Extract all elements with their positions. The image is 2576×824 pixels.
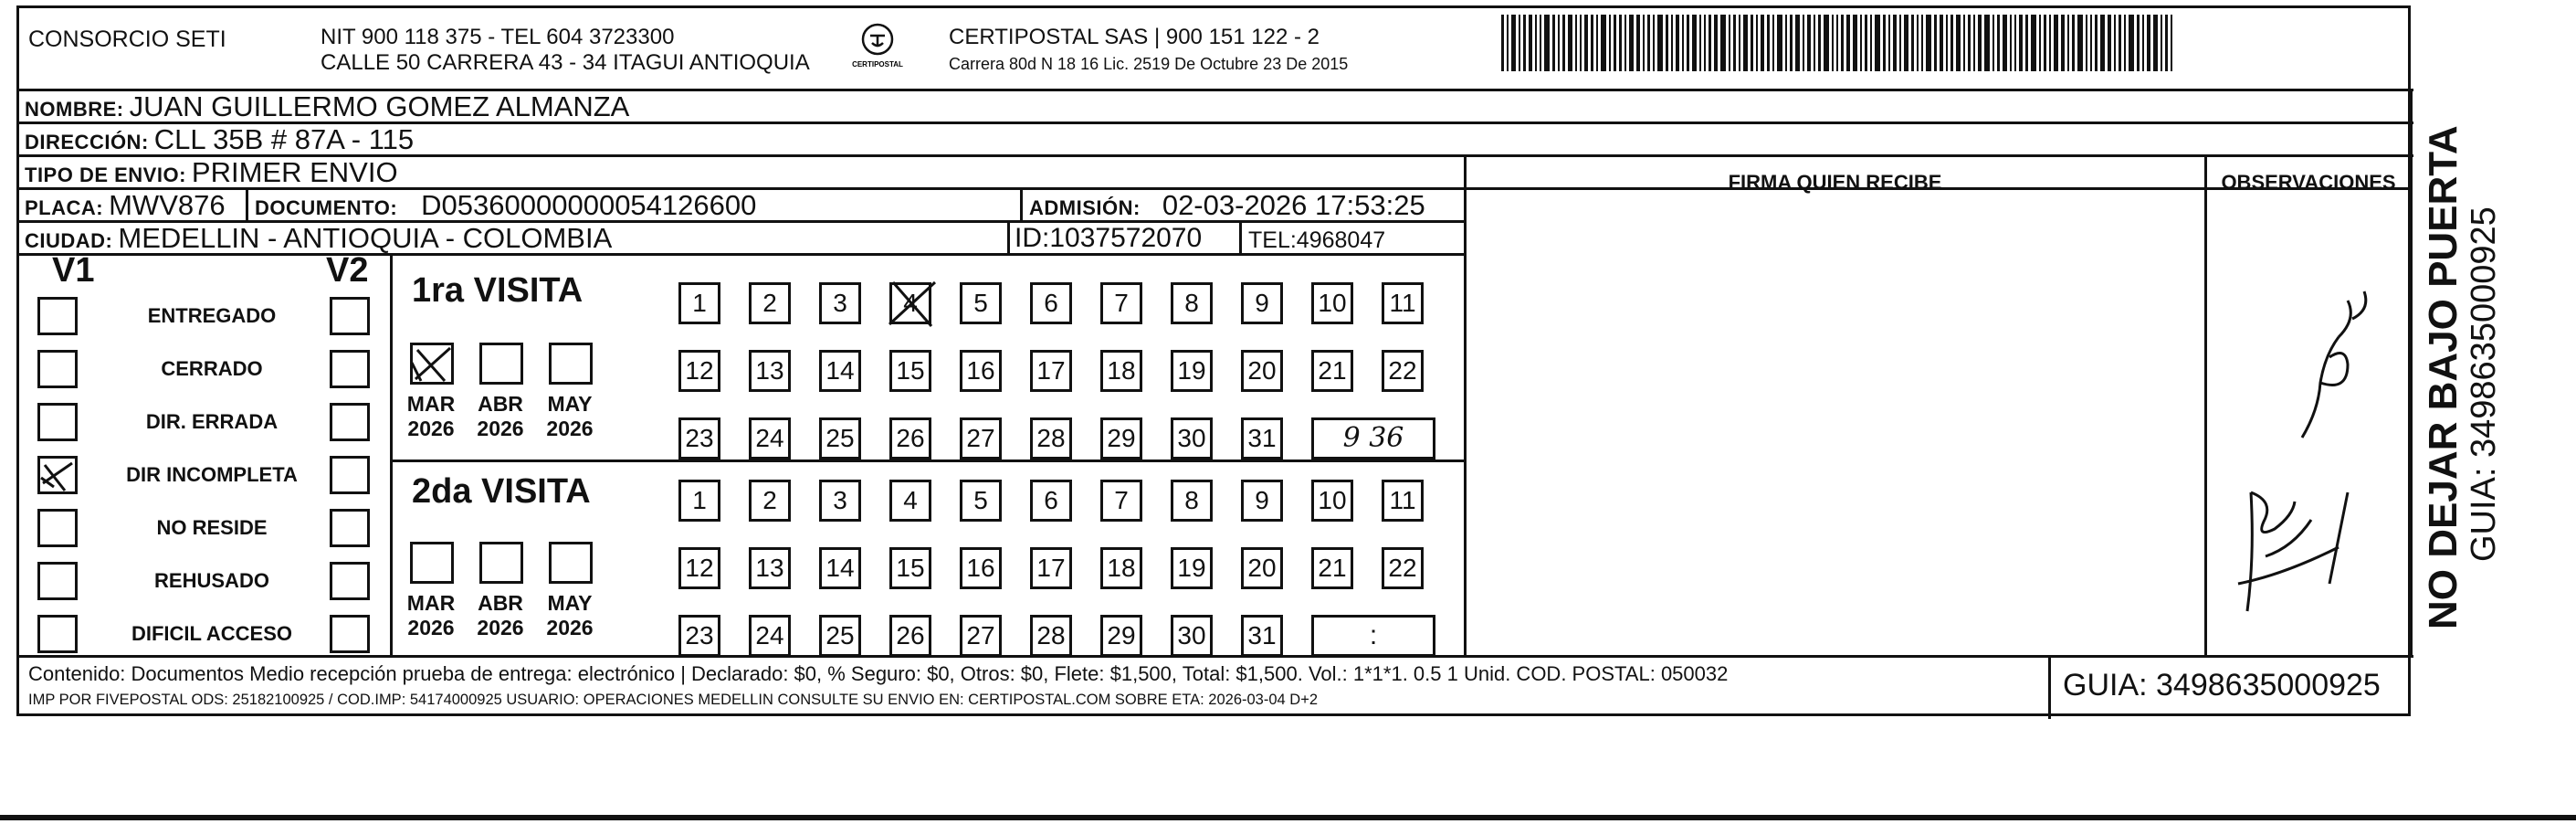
footer-imp: IMP POR FIVEPOSTAL ODS: 25182100925 / COD.IMP: 54174000925 USUARIO: OPERACIONES MEDELLIN CONSULTE SU ENVIO EN: CERTIPOSTAL.COM SOBRE ETA: 2026-03-04 D+2 bbox=[28, 692, 1319, 708]
month-label bbox=[399, 591, 463, 640]
status-label: DIR. ERRADA bbox=[145, 410, 279, 433]
ciudad-value: MEDELLIN - ANTIOQUIA - COLOMBIA bbox=[118, 222, 613, 254]
day-checkbox[interactable]: 30 bbox=[1171, 615, 1213, 657]
nombre-label: NOMBRE: bbox=[25, 98, 124, 121]
footer-guia: GUIA: 3498635000925 bbox=[2063, 668, 2381, 703]
sender-address: CALLE 50 CARRERA 43 - 34 ITAGUI ANTIOQUIA bbox=[321, 50, 810, 75]
day-checkbox[interactable]: 23 bbox=[678, 615, 720, 657]
v2-header: V2 bbox=[326, 251, 369, 290]
observaciones-header: OBSERVACIONES bbox=[2221, 171, 2396, 194]
direccion-value: CLL 35B # 87A - 115 bbox=[153, 123, 415, 155]
day-checkbox[interactable]: 25 bbox=[819, 615, 861, 657]
day-checkbox[interactable]: 30 bbox=[1171, 417, 1213, 460]
month-label bbox=[468, 392, 532, 441]
logo-text: CERTIPOSTAL bbox=[852, 60, 903, 69]
day-checkbox[interactable]: 21 bbox=[1311, 547, 1353, 589]
admision-field bbox=[1029, 189, 1425, 225]
v1-checkbox[interactable] bbox=[37, 615, 78, 653]
day-checkbox[interactable]: 12 bbox=[678, 547, 720, 589]
day-checkbox[interactable]: 11 bbox=[1382, 282, 1424, 324]
day-checkbox[interactable]: 24 bbox=[749, 417, 791, 460]
day-checkbox[interactable]: 12 bbox=[678, 350, 720, 392]
placa-label: PLACA: bbox=[25, 196, 104, 219]
month-year: 2026 bbox=[407, 417, 455, 440]
month-year: 2026 bbox=[477, 417, 524, 440]
tel-field: TEL:4968047 bbox=[1248, 227, 1386, 253]
day-checkbox[interactable]: 22 bbox=[1382, 350, 1424, 392]
day-checkbox[interactable]: 9 bbox=[1241, 282, 1283, 324]
day-checkbox[interactable]: 17 bbox=[1030, 547, 1072, 589]
ciudad-label: CIUDAD: bbox=[25, 229, 113, 252]
v1-checkbox[interactable] bbox=[37, 562, 78, 600]
day-checkbox[interactable]: 3 bbox=[819, 282, 861, 324]
status-label: ENTREGADO bbox=[147, 304, 277, 327]
day-checkbox[interactable]: 23 bbox=[678, 417, 720, 460]
tipo-field bbox=[25, 156, 398, 192]
month-checkbox[interactable] bbox=[410, 542, 454, 584]
day-checkbox[interactable]: 16 bbox=[960, 547, 1002, 589]
month-name: ABR bbox=[478, 591, 523, 615]
placa-field bbox=[25, 189, 226, 225]
day-checkbox[interactable]: 2 bbox=[749, 282, 791, 324]
day-checkbox[interactable]: 27 bbox=[960, 615, 1002, 657]
day-checkbox[interactable]: 29 bbox=[1100, 615, 1142, 657]
day-checkbox[interactable]: 15 bbox=[889, 547, 931, 589]
sender-name: CONSORCIO SETI bbox=[28, 26, 226, 52]
nombre-value: JUAN GUILLERMO GOMEZ ALMANZA bbox=[129, 90, 630, 122]
visit2-title: 2da VISITA bbox=[412, 472, 591, 511]
side-no-dejar: NO DEJAR BAJO PUERTA bbox=[2421, 125, 2466, 629]
v1-checkbox[interactable] bbox=[37, 350, 78, 388]
day-checkbox[interactable]: 25 bbox=[819, 417, 861, 460]
visit-time-field[interactable]: 9 36 bbox=[1311, 417, 1435, 460]
day-checkbox[interactable]: 1 bbox=[678, 282, 720, 324]
day-checkbox[interactable]: 18 bbox=[1100, 350, 1142, 392]
day-checkbox[interactable]: 5 bbox=[960, 480, 1002, 522]
tipo-label: TIPO DE ENVIO: bbox=[25, 164, 186, 186]
direccion-label: DIRECCIÓN: bbox=[25, 131, 149, 153]
month-checkbox[interactable] bbox=[549, 542, 593, 584]
day-checkbox[interactable]: 5 bbox=[960, 282, 1002, 324]
nombre-field bbox=[25, 90, 629, 126]
status-label: CERRADO bbox=[161, 357, 263, 380]
handwritten-signature bbox=[2211, 282, 2393, 629]
day-checkbox[interactable]: 9 bbox=[1241, 480, 1283, 522]
v1-checkbox[interactable] bbox=[37, 456, 78, 494]
day-checkbox[interactable]: 2 bbox=[749, 480, 791, 522]
delivery-form bbox=[16, 5, 2503, 716]
v1-checkbox[interactable] bbox=[37, 403, 78, 441]
status-label: NO RESIDE bbox=[156, 516, 268, 539]
status-label: DIR INCOMPLETA bbox=[126, 463, 298, 486]
day-checkbox[interactable]: 28 bbox=[1030, 615, 1072, 657]
id-field: ID:1037572070 bbox=[1015, 223, 1203, 253]
day-checkbox[interactable]: 13 bbox=[749, 350, 791, 392]
day-checkbox[interactable]: 8 bbox=[1171, 480, 1213, 522]
month-name: MAY bbox=[547, 392, 593, 416]
day-checkbox[interactable]: 20 bbox=[1241, 350, 1283, 392]
day-checkbox[interactable]: 19 bbox=[1171, 350, 1213, 392]
ciudad-field bbox=[25, 222, 612, 258]
day-checkbox[interactable]: 4 bbox=[889, 282, 931, 324]
v1-checkbox[interactable] bbox=[37, 509, 78, 547]
day-checkbox[interactable]: 13 bbox=[749, 547, 791, 589]
month-label bbox=[468, 591, 532, 640]
day-checkbox[interactable]: 22 bbox=[1382, 547, 1424, 589]
v1-header: V1 bbox=[52, 251, 95, 290]
day-checkbox[interactable]: 10 bbox=[1311, 480, 1353, 522]
day-checkbox[interactable]: 31 bbox=[1241, 615, 1283, 657]
day-checkbox[interactable]: 26 bbox=[889, 417, 931, 460]
day-checkbox[interactable]: 29 bbox=[1100, 417, 1142, 460]
day-checkbox[interactable]: 6 bbox=[1030, 480, 1072, 522]
day-checkbox[interactable]: 19 bbox=[1171, 547, 1213, 589]
admision-label: ADMISIÓN: bbox=[1029, 196, 1141, 219]
month-name: ABR bbox=[478, 392, 523, 416]
visit-time-field[interactable]: : bbox=[1311, 615, 1435, 657]
month-label bbox=[538, 591, 602, 640]
month-checkbox[interactable] bbox=[479, 343, 523, 385]
v2-checkbox[interactable] bbox=[330, 615, 370, 653]
day-checkbox[interactable]: 8 bbox=[1171, 282, 1213, 324]
day-checkmark-icon bbox=[886, 277, 939, 334]
month-checkbox[interactable] bbox=[549, 343, 593, 385]
firma-header: FIRMA QUIEN RECIBE bbox=[1728, 171, 1942, 194]
day-checkbox[interactable]: 14 bbox=[819, 547, 861, 589]
month-year: 2026 bbox=[477, 616, 524, 639]
day-checkbox[interactable]: 18 bbox=[1100, 547, 1142, 589]
status-label: DIFICIL ACCESO bbox=[131, 622, 292, 645]
month-name: MAY bbox=[547, 591, 593, 615]
day-checkbox[interactable]: 26 bbox=[889, 615, 931, 657]
day-checkbox[interactable]: 20 bbox=[1241, 547, 1283, 589]
company-line: CERTIPOSTAL SAS | 900 151 122 - 2 bbox=[949, 25, 1320, 49]
month-checkbox[interactable] bbox=[410, 343, 454, 385]
month-name: MAR bbox=[406, 392, 456, 416]
day-checkbox[interactable]: 11 bbox=[1382, 480, 1424, 522]
tipo-value: PRIMER ENVIO bbox=[191, 156, 398, 188]
direccion-field bbox=[25, 123, 414, 159]
page-bottom-rule bbox=[0, 815, 2576, 820]
day-checkbox[interactable]: 28 bbox=[1030, 417, 1072, 460]
documento-value: D05360000000054126600 bbox=[421, 189, 757, 221]
footer-contenido: Contenido: Documentos Medio recepción prueba de entrega: electrónico | Declarado: $0, % Seguro: $0, Otros: $0, Flete: $1,500, Total: $1,500. Vol.: 1*1*1. 0.5 1 Unid. COD. POSTAL: 050032 bbox=[28, 662, 1729, 685]
license-line: Carrera 80d N 18 16 Lic. 2519 De Octubre 23 De 2015 bbox=[949, 55, 1349, 73]
day-checkbox[interactable]: 24 bbox=[749, 615, 791, 657]
v2-checkbox[interactable] bbox=[330, 350, 370, 388]
day-checkbox[interactable]: 16 bbox=[960, 350, 1002, 392]
v2-checkbox[interactable] bbox=[330, 509, 370, 547]
day-checkbox[interactable]: 3 bbox=[819, 480, 861, 522]
day-checkbox[interactable]: 6 bbox=[1030, 282, 1072, 324]
day-checkbox[interactable]: 1 bbox=[678, 480, 720, 522]
month-year: 2026 bbox=[546, 616, 594, 639]
month-year: 2026 bbox=[407, 616, 455, 639]
sender-nit: NIT 900 118 375 - TEL 604 3723300 bbox=[321, 25, 675, 49]
documento-label: DOCUMENTO: bbox=[255, 196, 398, 219]
day-checkbox[interactable]: 7 bbox=[1100, 282, 1142, 324]
day-checkbox[interactable]: 17 bbox=[1030, 350, 1072, 392]
v2-checkbox[interactable] bbox=[330, 562, 370, 600]
visit1-title: 1ra VISITA bbox=[412, 271, 584, 310]
month-name: MAR bbox=[406, 591, 456, 615]
day-checkbox[interactable]: 14 bbox=[819, 350, 861, 392]
day-checkbox[interactable]: 15 bbox=[889, 350, 931, 392]
v2-checkbox[interactable] bbox=[330, 297, 370, 335]
month-year: 2026 bbox=[546, 417, 594, 440]
certipostal-logo-icon bbox=[852, 21, 903, 72]
month-label bbox=[538, 392, 602, 441]
v2-checkbox[interactable] bbox=[330, 456, 370, 494]
day-checkbox[interactable]: 4 bbox=[889, 480, 931, 522]
month-checkbox[interactable] bbox=[479, 542, 523, 584]
day-checkbox[interactable]: 10 bbox=[1311, 282, 1353, 324]
day-checkbox[interactable]: 7 bbox=[1100, 480, 1142, 522]
v2-checkbox[interactable] bbox=[330, 403, 370, 441]
admision-value: 02-03-2026 17:53:25 bbox=[1162, 189, 1425, 221]
placa-value: MWV876 bbox=[109, 189, 226, 221]
v1-checkbox[interactable] bbox=[37, 297, 78, 335]
day-checkbox[interactable]: 21 bbox=[1311, 350, 1353, 392]
day-checkbox[interactable]: 27 bbox=[960, 417, 1002, 460]
month-label bbox=[399, 392, 463, 441]
day-checkbox[interactable]: 31 bbox=[1241, 417, 1283, 460]
side-guia: GUIA: 3498635000925 bbox=[2465, 206, 2503, 562]
status-label: REHUSADO bbox=[154, 569, 269, 592]
documento-field bbox=[255, 189, 756, 225]
